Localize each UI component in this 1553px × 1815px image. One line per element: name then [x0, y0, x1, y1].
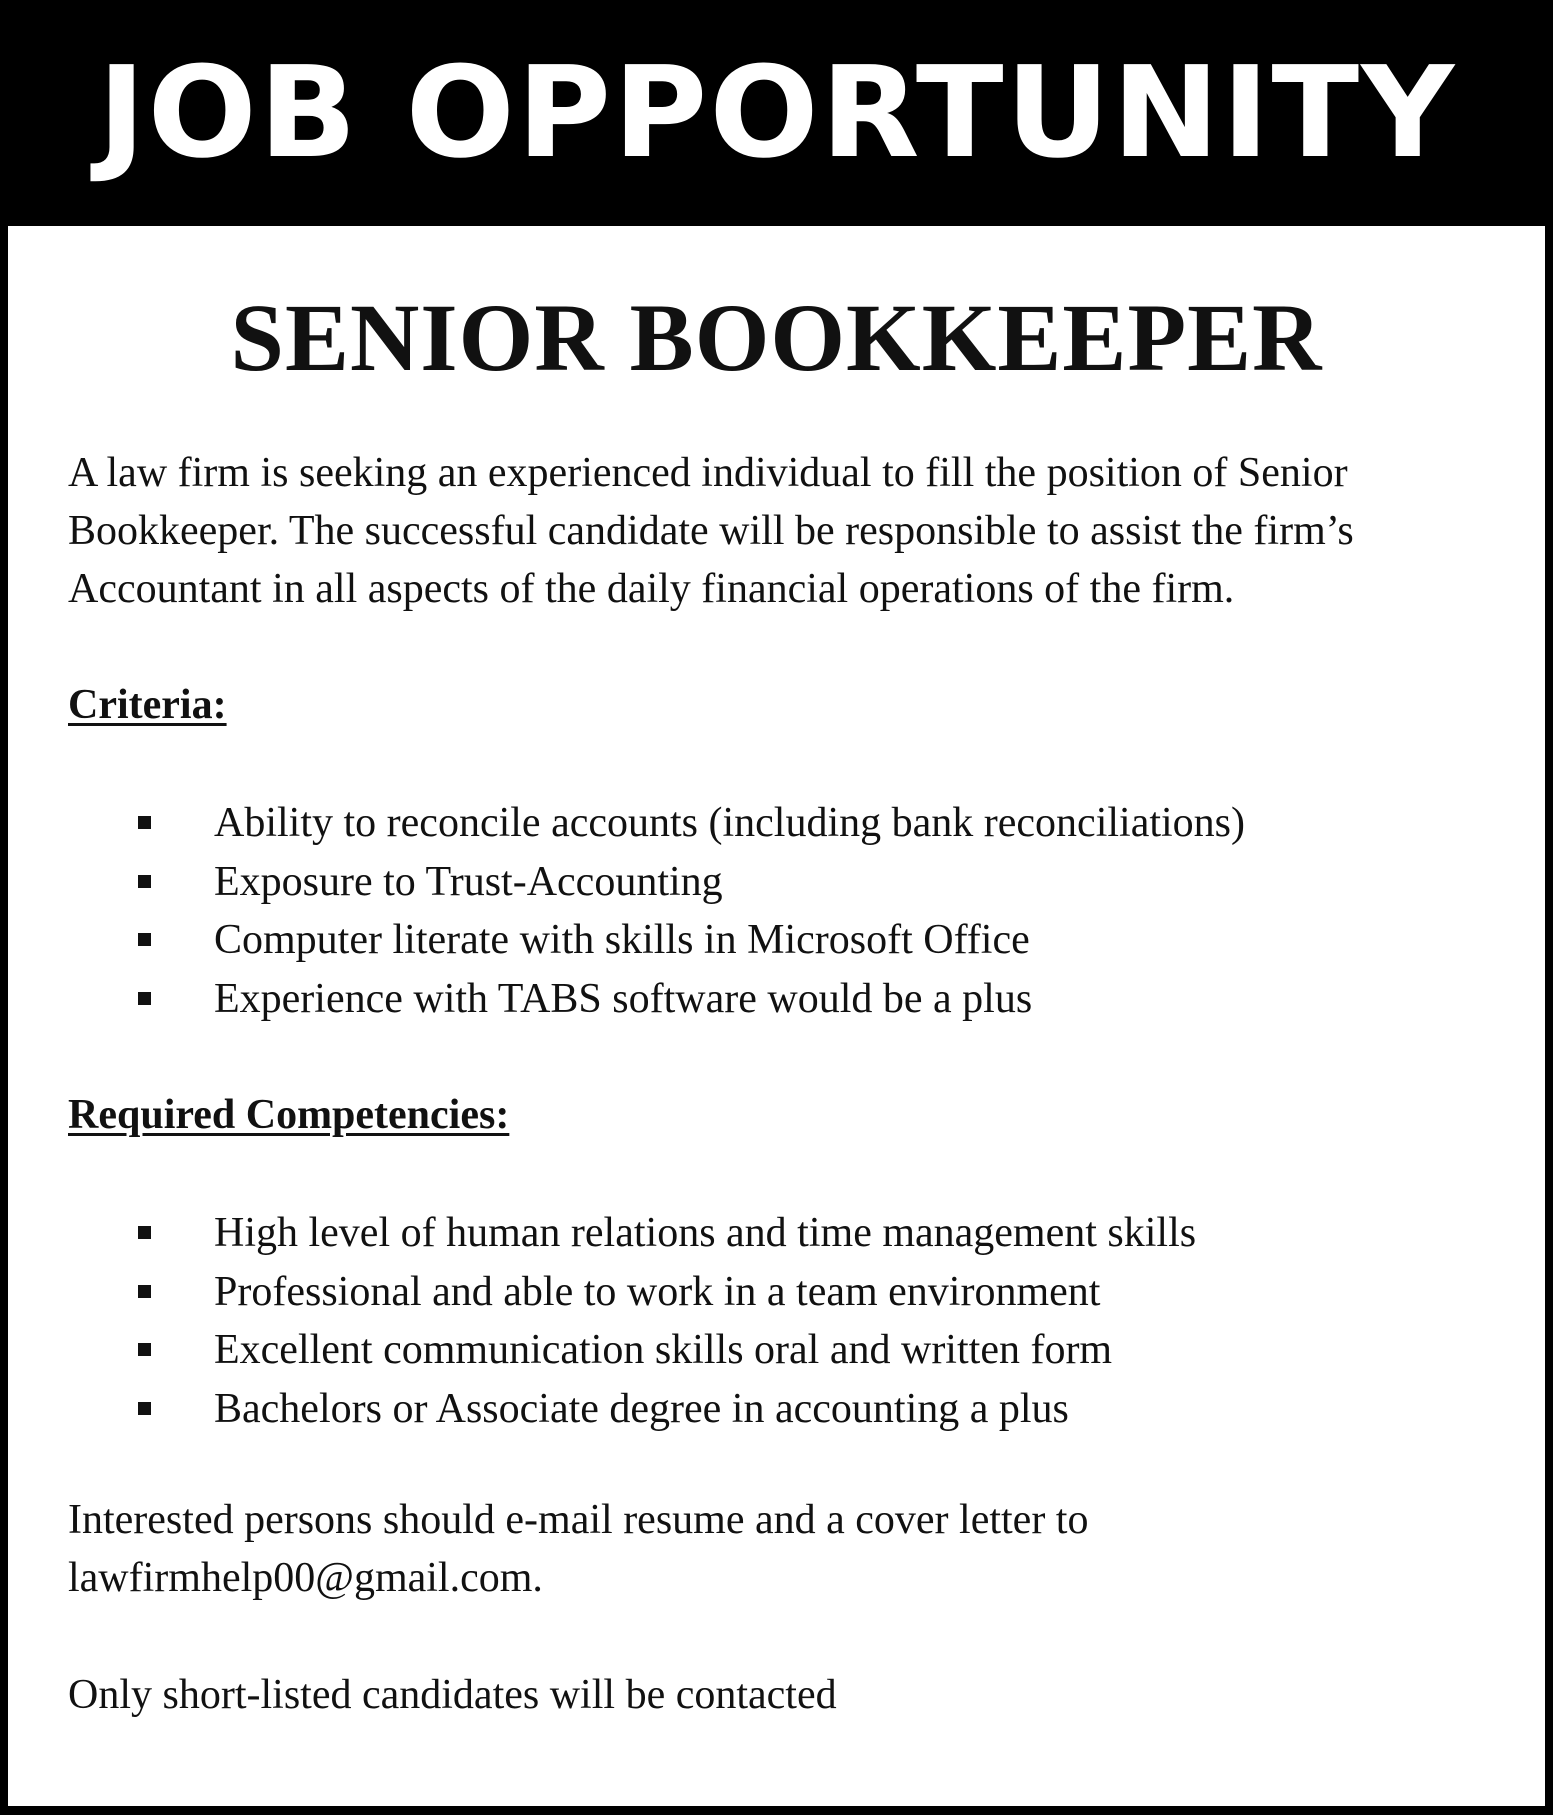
contact-email: lawfirmhelp00@gmail.com. — [68, 1555, 543, 1601]
square-bullet-icon — [138, 816, 151, 829]
competency-item-text: Bachelors or Associate degree in accounting a plus — [214, 1385, 1069, 1432]
intro-paragraph — [68, 444, 1538, 618]
criteria-heading: Criteria: — [68, 682, 227, 728]
square-bullet-icon — [138, 1226, 151, 1239]
closing-note: Only short-listed candidates will be contacted — [68, 1672, 837, 1718]
competency-item — [138, 1321, 1196, 1380]
intro-line: Bookkeeper. The successful candidate will be responsible to assist the firm’s — [68, 508, 1354, 554]
criteria-item-text: Experience with TABS software would be a plus — [214, 975, 1033, 1022]
competency-item-text: Excellent communication skills oral and written form — [214, 1327, 1113, 1373]
square-bullet-icon — [138, 992, 151, 1005]
square-bullet-icon — [138, 933, 151, 946]
intro-line: A law firm is seeking an experienced individual to fill the position of Senior — [68, 450, 1348, 496]
intro-line: Accountant in all aspects of the daily financial operations of the firm. — [68, 566, 1235, 612]
competencies-list — [138, 1204, 1196, 1438]
contact-line: Interested persons should e-mail resume and a cover letter to — [68, 1497, 1089, 1543]
criteria-list — [138, 794, 1245, 1028]
competency-item — [138, 1263, 1196, 1322]
competency-item — [138, 1380, 1196, 1439]
banner-title: JOB OPPORTUNITY — [97, 39, 1456, 186]
competencies-heading: Required Competencies: — [68, 1092, 510, 1138]
criteria-item-text: Ability to reconcile accounts (including bank reconciliations) — [214, 800, 1246, 846]
header-banner — [0, 0, 1553, 226]
competency-item — [138, 1204, 1196, 1263]
contact-paragraph — [68, 1491, 1088, 1607]
job-posting-panel — [8, 226, 1545, 1806]
square-bullet-icon — [138, 875, 151, 888]
position-title: SENIOR BOOKKEEPER — [230, 284, 1323, 391]
square-bullet-icon — [138, 1402, 151, 1415]
square-bullet-icon — [138, 1285, 151, 1298]
criteria-item-text: Exposure to Trust-Accounting — [214, 858, 723, 905]
criteria-item-text: Computer literate with skills in Microsoft Office — [214, 917, 1030, 963]
competency-item-text: Professional and able to work in a team environment — [214, 1268, 1101, 1315]
competency-item-text: High level of human relations and time management skills — [214, 1210, 1197, 1256]
criteria-item — [138, 794, 1245, 853]
criteria-item — [138, 853, 1245, 912]
criteria-item — [138, 970, 1245, 1029]
criteria-item — [138, 911, 1245, 970]
square-bullet-icon — [138, 1343, 151, 1356]
